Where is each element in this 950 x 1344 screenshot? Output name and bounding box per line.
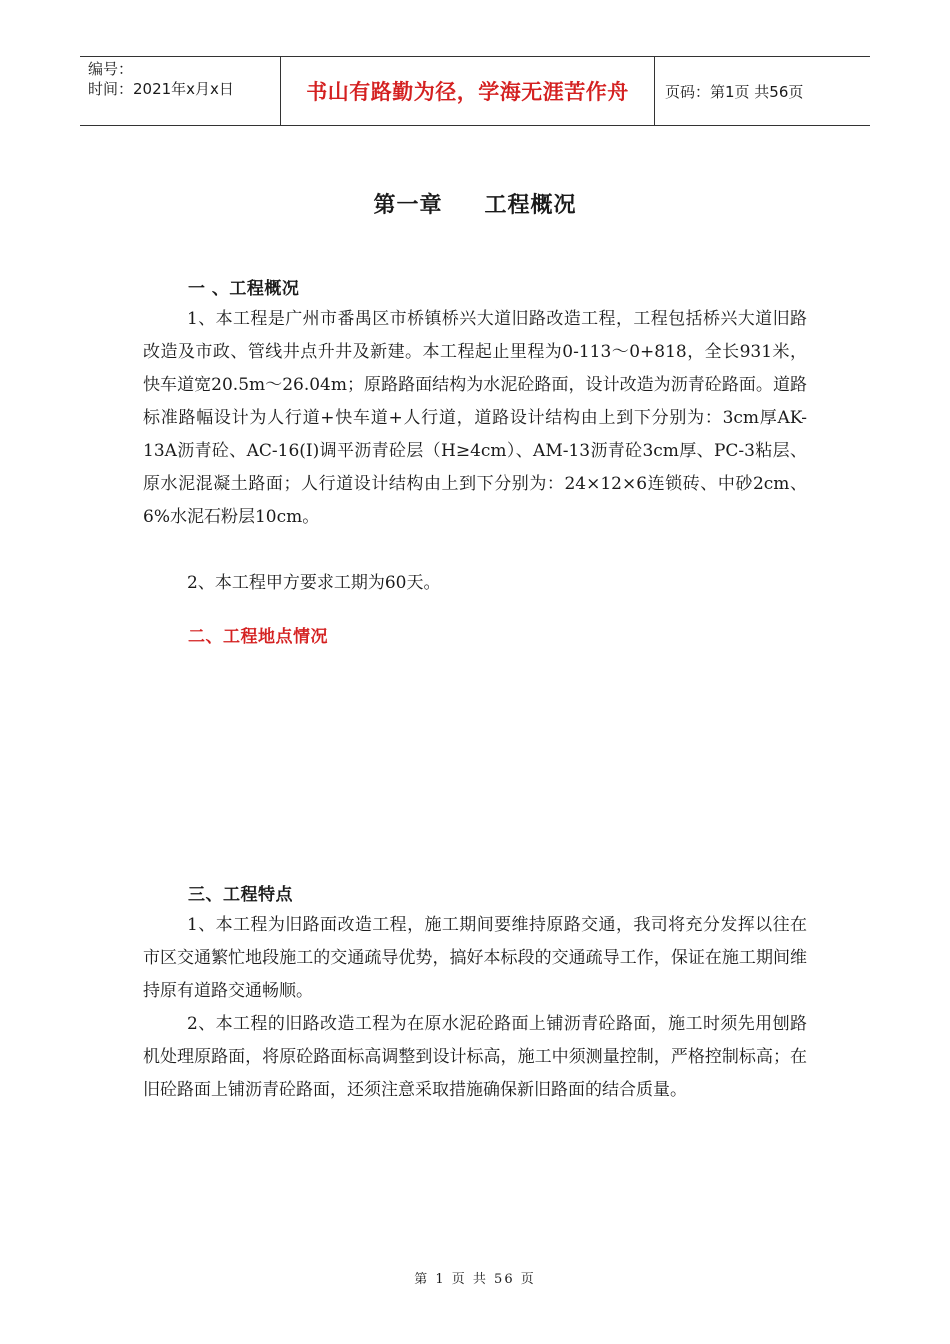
page-header	[80, 56, 870, 126]
features-paragraph-2: 2、本工程的旧路改造工程为在原水泥砼路面上铺沥青砼路面，施工时须先用刨路机处理原路面，将原砼路面标高调整到设计标高，施工中须测量控制，严格控制标高；在旧砼路面上铺沥青砼路面，还须注意采取措施确保新旧路面的结合质量。	[143, 1014, 807, 1100]
section-heading-features: 三、工程特点	[188, 885, 293, 905]
chapter-number: 第一章	[373, 193, 443, 218]
chapter-title	[0, 188, 950, 219]
overview-paragraph-1: 1、本工程是广州市番禺区市桥镇桥兴大道旧路改造工程，工程包括桥兴大道旧路改造及市政、管线井点升井及新建。本工程起止里程为0-113～0+818，全长931米，快车道宽20.5m～26.04m；原路路面结构为水泥砼路面，设计改造为沥青砼路面。道路标准路幅设计为人行道+快车道+人行道，道路设计结构由上到下分别为：3cm厚AK-13A沥青砼、AC-16(I)调平沥青砼层（H≥4cm）、AM-13沥青砼3cm厚、PC-3粘层、原水泥混凝土路面；人行道设计结构由上到下分别为：24×12×6连锁砖、中砂2cm、6%水泥石粉层10cm。	[143, 309, 807, 527]
document-date: 时间：2021年x月x日	[88, 80, 234, 98]
chapter-name: 工程概况	[484, 193, 577, 218]
document-number-label: 编号：	[88, 60, 134, 78]
header-page-info: 页码：第1页 共56页	[665, 82, 804, 101]
header-meta	[80, 57, 281, 125]
section-heading-overview: 一 、工程概况	[188, 279, 300, 299]
page-footer: 第 1 页 共 56 页	[414, 1272, 536, 1287]
section-heading-location: 二、工程地点情况	[188, 627, 328, 647]
features-paragraph-1: 1、本工程为旧路面改造工程，施工期间要维持原路交通，我司将充分发挥以往在市区交通繁忙地段施工的交通疏导优势，搞好本标段的交通疏导工作，保证在施工期间维持原有道路交通畅顺。	[143, 915, 807, 1001]
header-motto: 书山有路勤为径，学海无涯苦作舟	[281, 57, 655, 125]
overview-paragraph-2: 2、本工程甲方要求工期为60天。	[187, 573, 441, 593]
